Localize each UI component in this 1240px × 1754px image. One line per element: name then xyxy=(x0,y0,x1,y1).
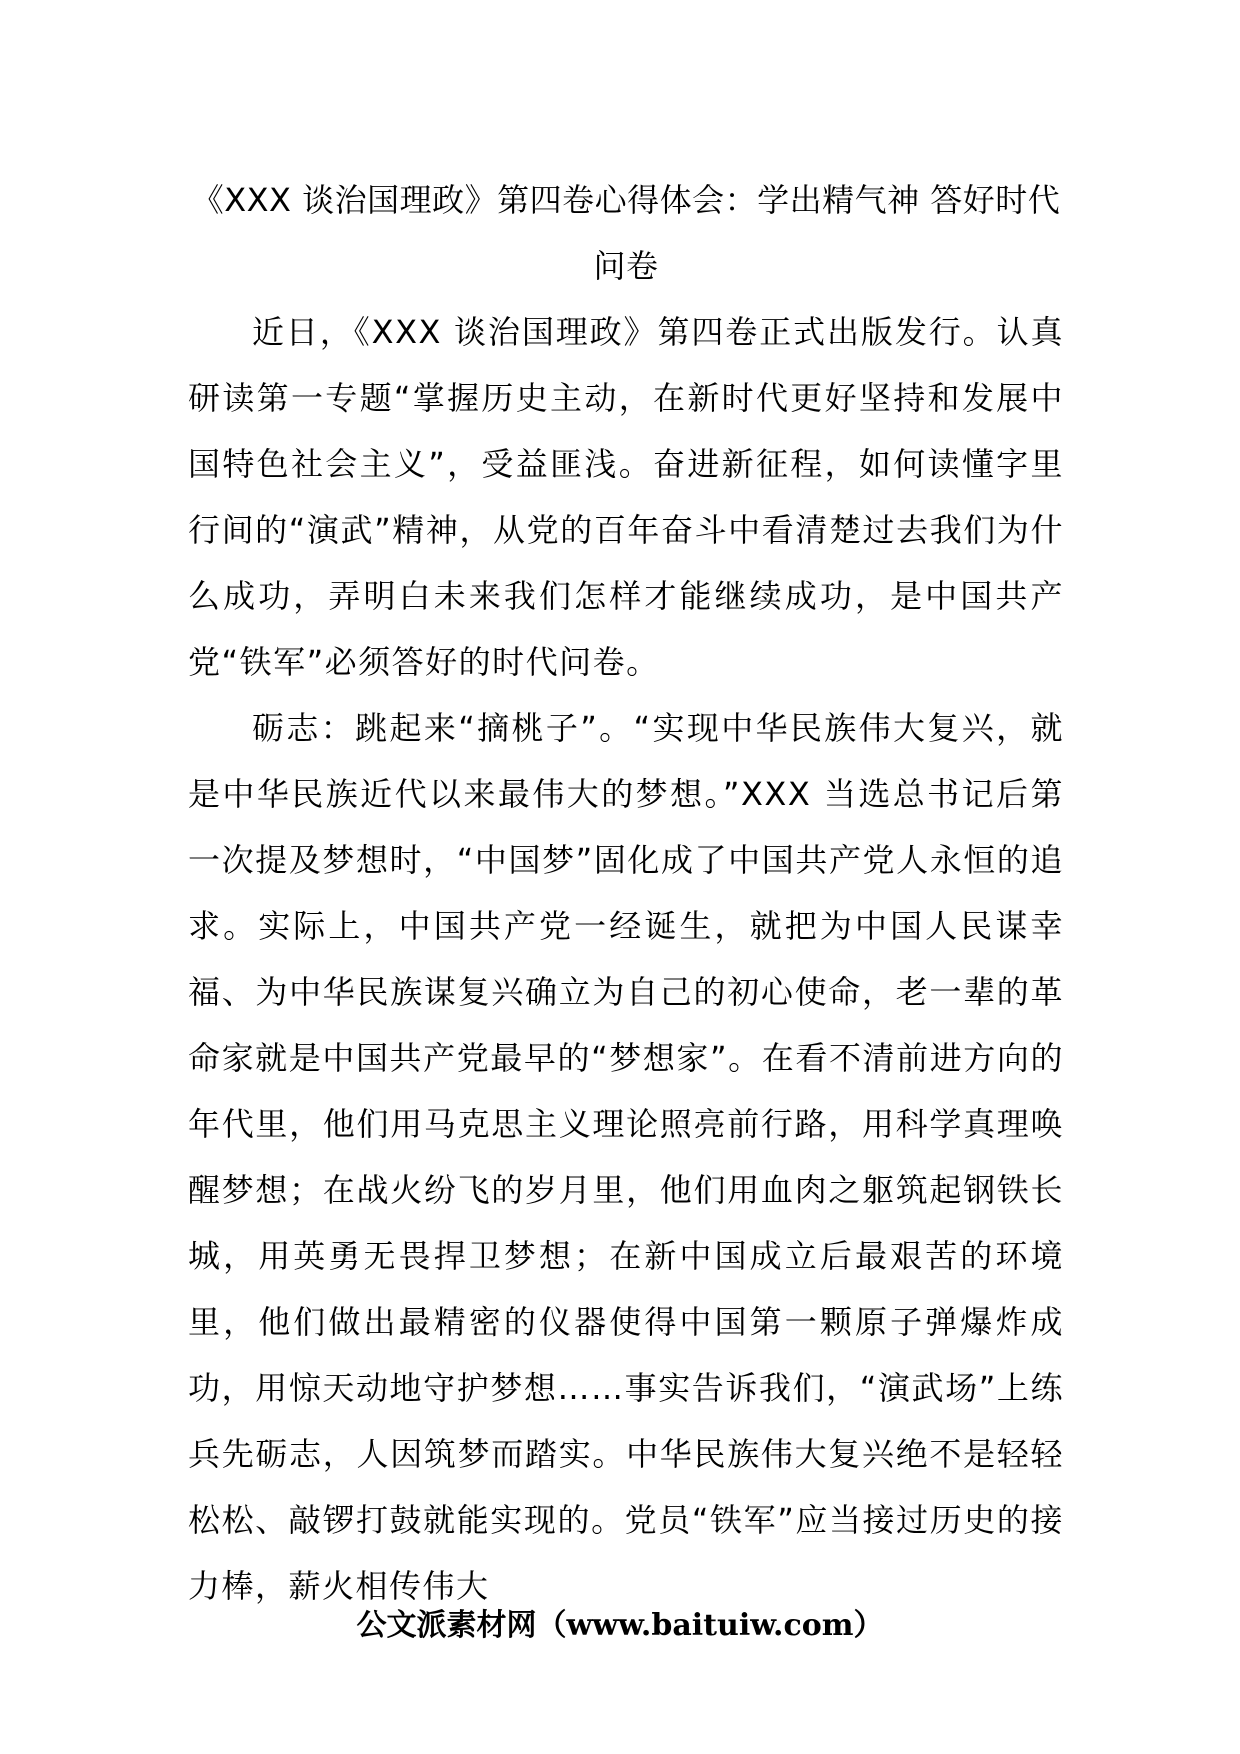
paragraph-lizhi: 砺志：跳起来“摘桃子”。“实现中华民族伟大复兴，就是中华民族近代以来最伟大的梦想。”XXX 当选总书记后第一次提及梦想时，“中国梦”固化成了中国共产党人永恒的追求。实际上，中国共产党一经诞生，就把为中国人民谋幸福、为中华民族谋复兴确立为自己的初心使命，老一辈的革命家就是中国共产党最早的“梦想家”。在看不清前进方向的年代里，他们用马克思主义理论照亮前行路，用科学真理唤醒梦想；在战火纷飞的岁月里，他们用血肉之躯筑起钢铁长城，用英勇无畏捍卫梦想；在新中国成立后最艰苦的环境里，他们做出最精密的仪器使得中国第一颗原子弹爆炸成功，用惊天动地守护梦想……事实告诉我们，“演武场”上练兵先砺志，人因筑梦而踏实。中华民族伟大复兴绝不是轻轻松松、敲锣打鼓就能实现的。党员“铁军”应当接过历史的接力棒，薪火相传伟大 xyxy=(188,709,1064,1605)
document-title: 《XXX 谈治国理政》第四卷心得体会：学出精气神 答好时代问卷 xyxy=(191,181,1061,285)
footer-watermark: 公文派素材网（www.baituiw.com） xyxy=(356,1608,884,1643)
document-body xyxy=(188,167,1064,1619)
paragraph-intro: 近日，《XXX 谈治国理政》第四卷正式出版发行。认真研读第一专题“掌握历史主动，在新时代更好坚持和发展中国特色社会主义”，受益匪浅。奋进新征程，如何读懂字里行间的“演武”精神，从党的百年奋斗中看清楚过去我们为什么成功，弄明白未来我们怎样才能继续成功，是中国共产党“铁军”必须答好的时代问卷。 xyxy=(188,313,1064,681)
